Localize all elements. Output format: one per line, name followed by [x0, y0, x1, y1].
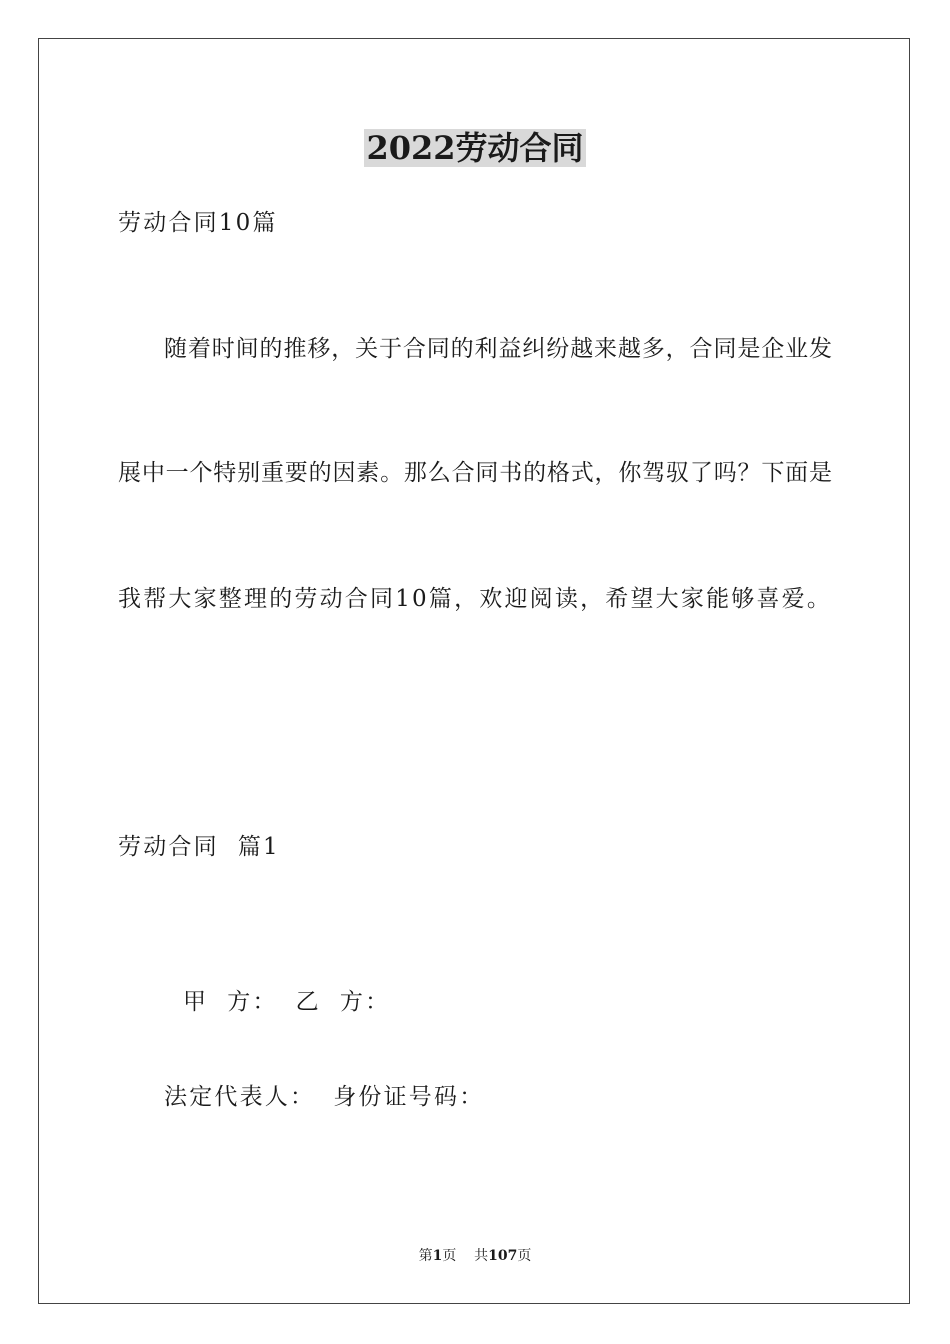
- page-footer: [0, 1246, 950, 1266]
- id-number-label: 身份证号码：: [333, 1084, 485, 1110]
- footer-total-prefix: 共: [474, 1248, 489, 1264]
- footer-page-current: 1: [432, 1248, 443, 1264]
- footer-page-prefix: 第: [418, 1248, 433, 1264]
- party-row: [164, 957, 390, 1017]
- legal-rep-label: 法定代表人：: [164, 1084, 316, 1110]
- document-title-text: 2022劳动合同: [366, 129, 584, 167]
- party-b-label: 乙 方：: [295, 989, 391, 1015]
- footer-total-unit: 页: [517, 1248, 532, 1264]
- party-a-label: 甲 方：: [183, 989, 278, 1015]
- intro-line-1: 随着时间的推移，关于合同的利益纠纷越来越多，合同是企业发: [164, 336, 832, 362]
- footer-page-unit: 页: [442, 1248, 457, 1264]
- document-title: [0, 128, 950, 168]
- intro-line-2: 展中一个特别重要的因素。那么合同书的格式，你驾驭了吗？下面是: [118, 460, 832, 486]
- section-heading: 劳动合同 篇1: [118, 834, 280, 860]
- document-subtitle: 劳动合同10篇: [118, 210, 278, 236]
- legal-rep-row: [164, 1082, 484, 1112]
- intro-line-3: 我帮大家整理的劳动合同10篇，欢迎阅读，希望大家能够喜爱。: [118, 586, 833, 612]
- footer-page-total: 107: [488, 1248, 518, 1264]
